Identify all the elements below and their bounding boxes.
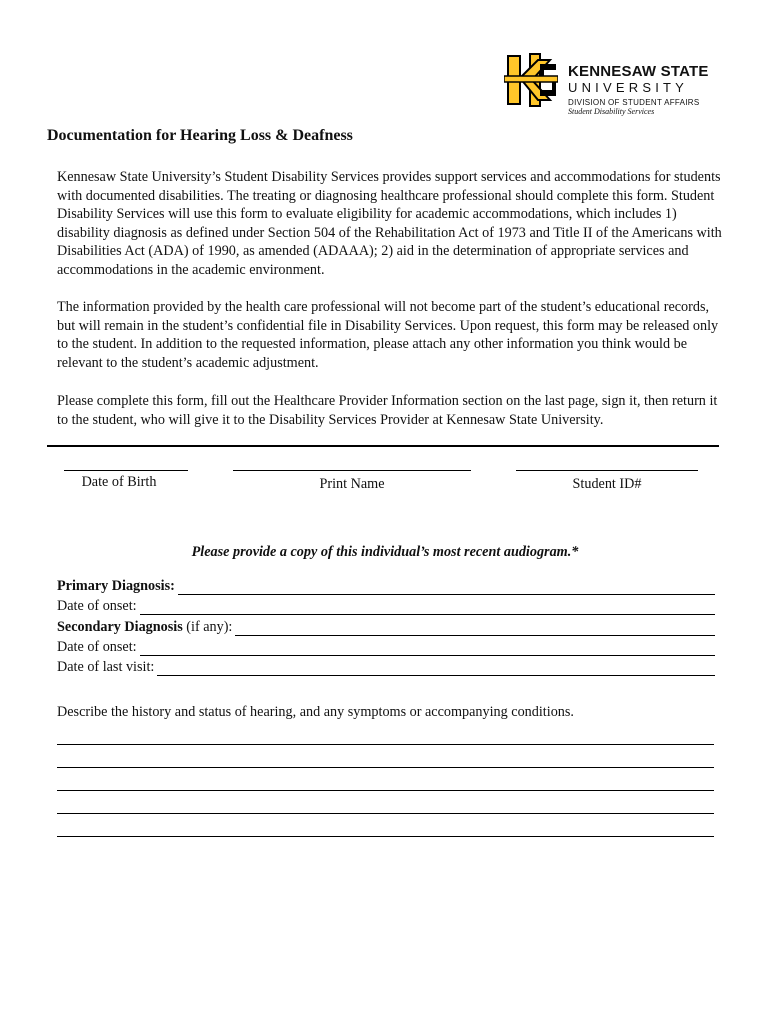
primary-diagnosis-row [57,576,715,595]
history-line-1[interactable] [57,744,714,745]
secondary-diagnosis-label [57,619,232,636]
onset-row-2 [57,637,715,656]
intro-paragraph-1: Kennesaw State University’s Student Disability Services provides support services and accommodations for students with documented disabilities. The treating or diagnosing healthcare professional should complete this form. Student Disability Services will use this form to evaluate eligibility for academic accommodations, which includes 1) disability diagnosis as defined under Section 504 of the Rehabilitation Act of 1973 and Title II of the Americans with Disabilities Act (ADA) of 1990, as amended (ADAAA); 2) aid in the determination of appropriate services and accommodations in the academic environment. [57,169,722,278]
logo-department: Student Disability Services [568,107,655,116]
student-id-field[interactable] [516,470,698,471]
last-visit-label: Date of last visit: [57,659,155,675]
secondary-diagnosis-row [57,617,715,636]
last-visit-field[interactable] [157,662,715,676]
intro-paragraph-2: The information provided by the health care professional will not become part of the student’s educational records, but will remain in the student’s confidential file in Disability Services. Upon request, this form may be released only to the student. In addition to the requested information, please attach any other information you think would be relevant to the student’s academic adjustment. [57,299,719,371]
logo-university-word: UNIVERSITY [568,80,689,95]
primary-diagnosis-field[interactable] [178,581,715,595]
dob-field[interactable] [64,470,188,471]
section-divider [47,445,719,447]
print-name-label: Print Name [319,476,385,492]
onset-row-1 [57,596,715,615]
audiogram-note: Please provide a copy of this individual’s most recent audiogram.* [191,544,579,560]
secondary-diagnosis-suffix: (if any): [182,619,233,635]
history-line-2[interactable] [57,767,714,768]
onset-field-1[interactable] [140,601,715,615]
logo-university-name: KENNESAW STATE [568,63,709,80]
student-id-label: Student ID# [572,476,642,492]
history-line-4[interactable] [57,813,714,814]
print-name-field[interactable] [233,470,471,471]
dob-label: Date of Birth [81,474,157,490]
history-prompt: Describe the history and status of hearing, and any symptoms or accompanying conditions. [57,704,574,720]
onset-label-1: Date of onset: [57,598,137,614]
secondary-diagnosis-label-bold: Secondary Diagnosis [57,619,183,635]
last-visit-row [57,657,715,676]
primary-diagnosis-label: Primary Diagnosis: [57,578,175,594]
onset-label-2: Date of onset: [57,639,137,655]
ks-monogram [504,54,558,106]
secondary-diagnosis-field[interactable] [235,622,715,636]
history-line-3[interactable] [57,790,714,791]
history-line-5[interactable] [57,836,714,837]
onset-field-2[interactable] [140,642,715,656]
intro-paragraph-3: Please complete this form, fill out the Healthcare Provider Information section on the last page, sign it, then return it to the student, who will give it to the Disability Services Provider at Kennesaw State University. [57,393,718,428]
logo-division: DIVISION OF STUDENT AFFAIRS [568,98,700,107]
ksu-logo-mark [504,52,558,108]
page-title: Documentation for Hearing Loss & Deafness [47,127,353,144]
